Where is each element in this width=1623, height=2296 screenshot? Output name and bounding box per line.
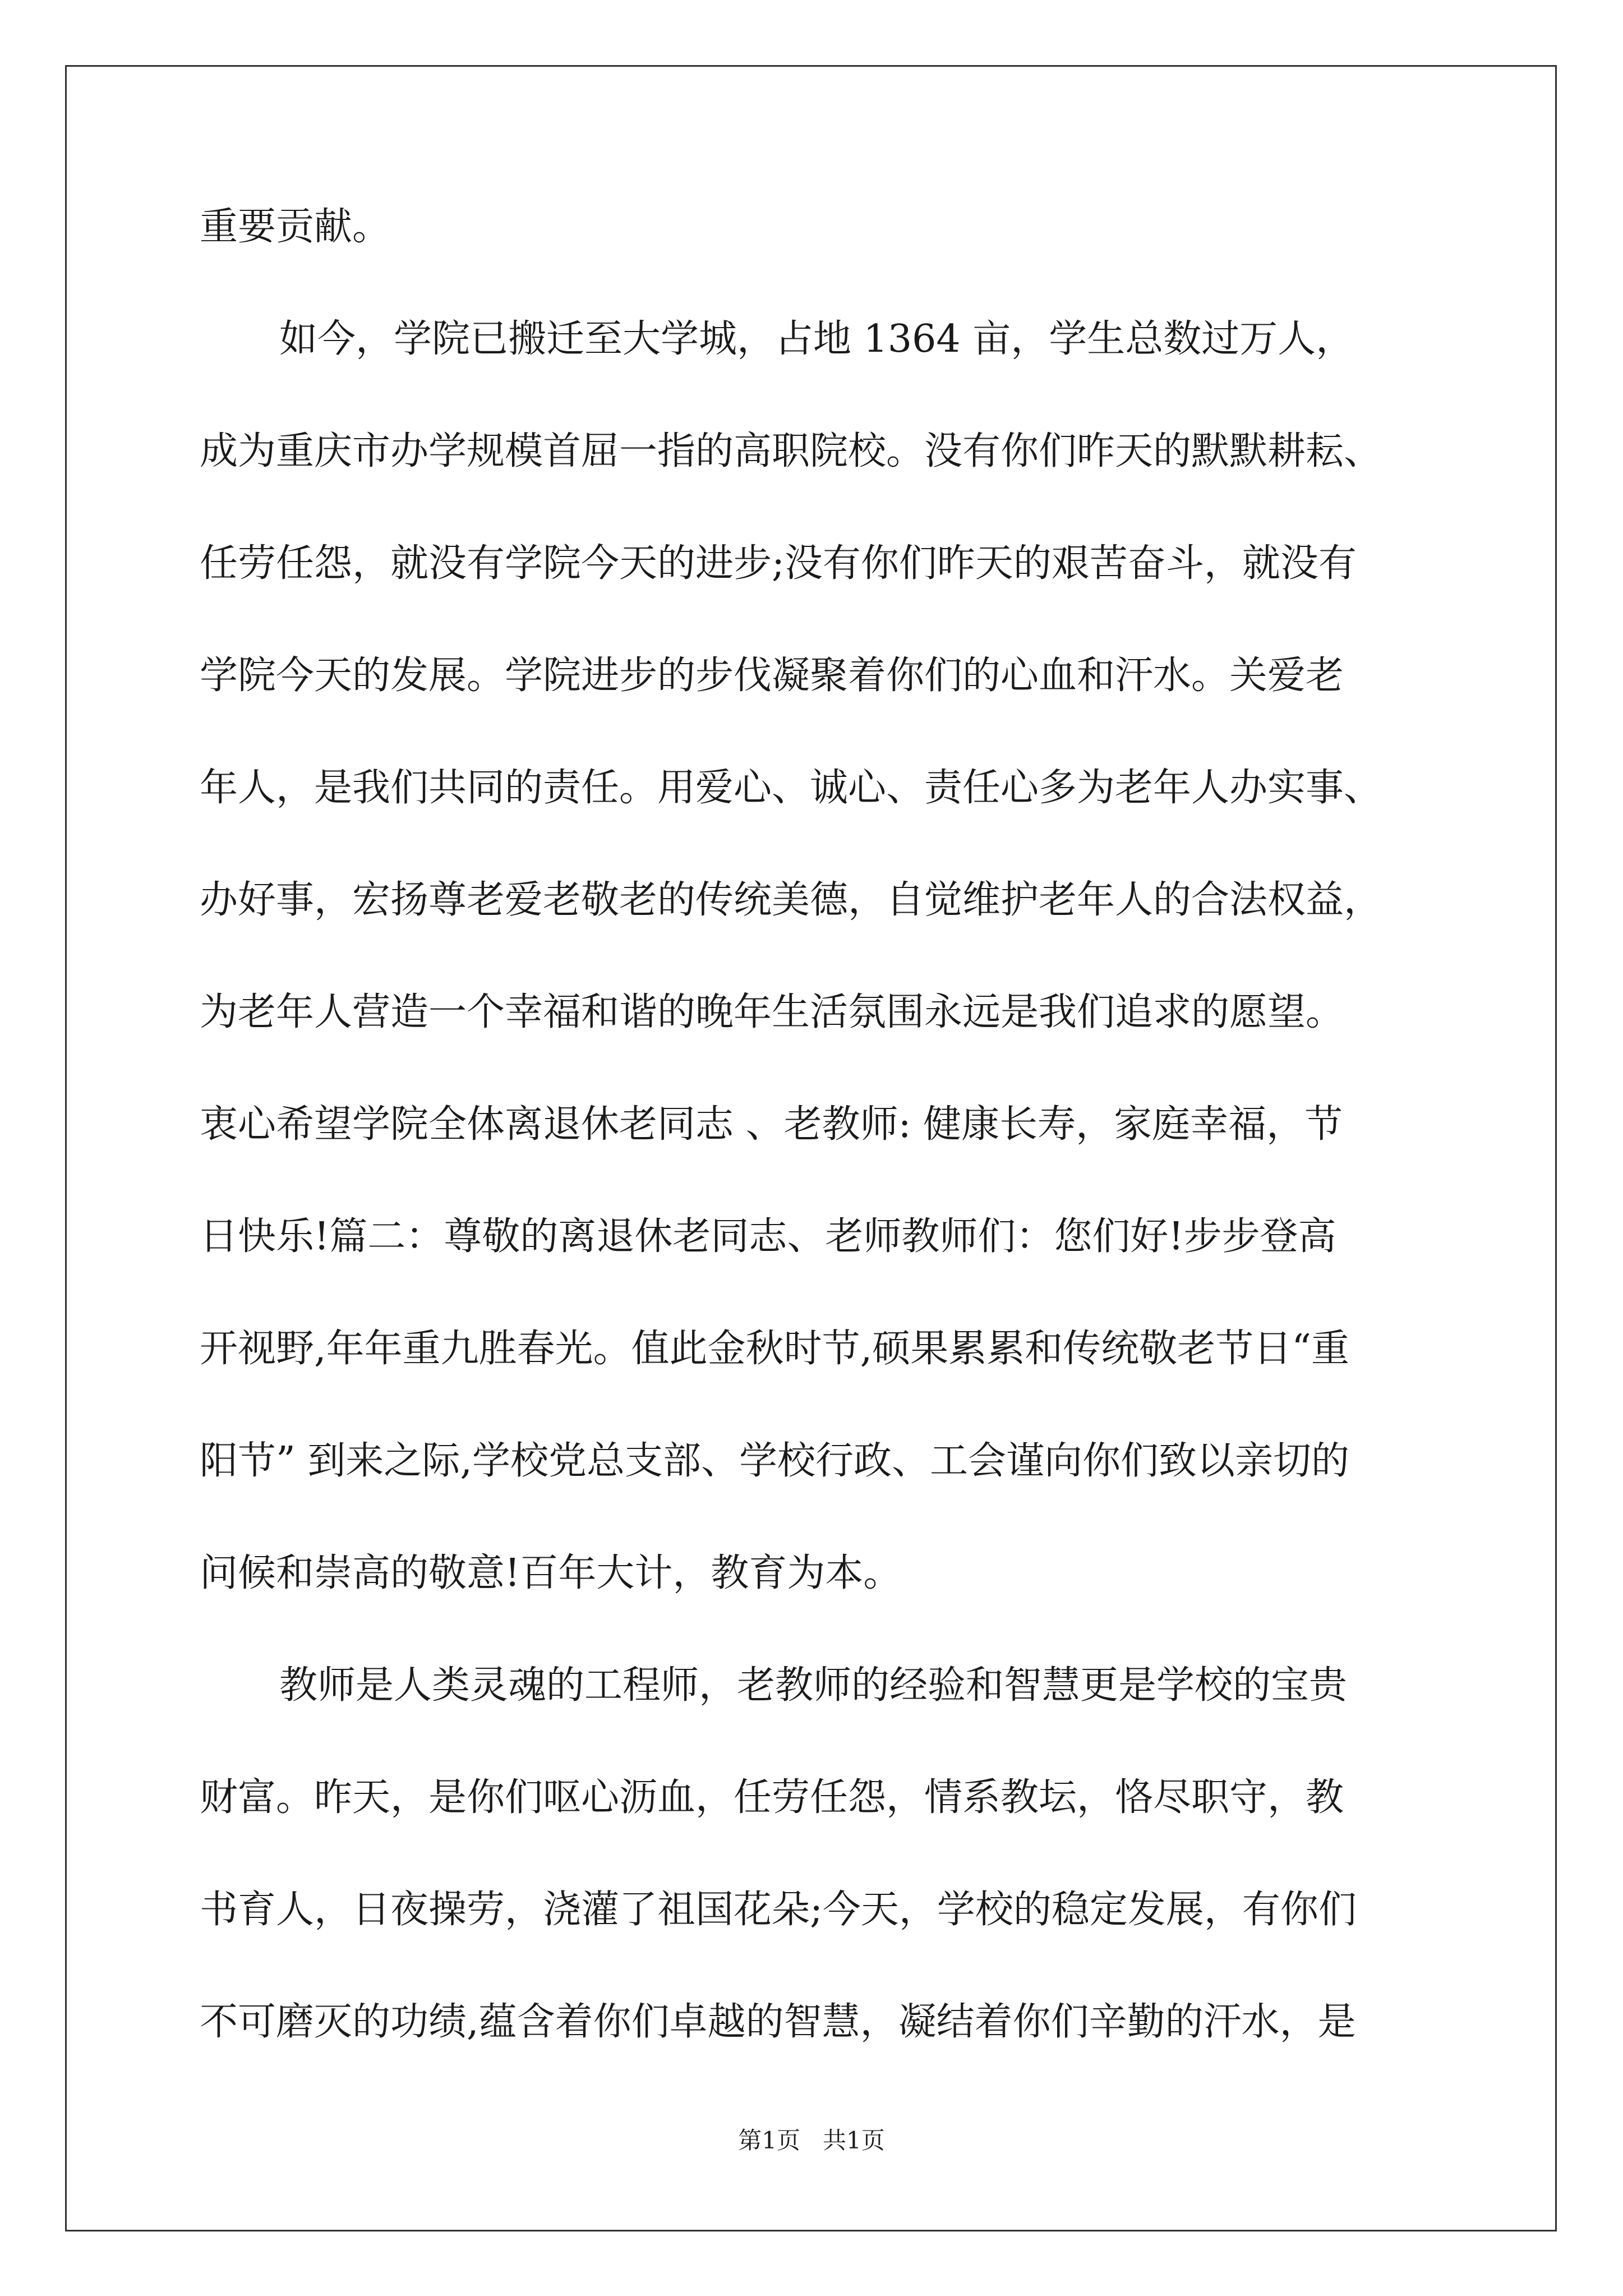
text-line: 学院今天的发展。学院进步的步伐凝聚着你们的心血和汗水。关爱老 bbox=[200, 654, 1344, 698]
page-number: 第1页 共1页 bbox=[738, 2127, 885, 2154]
text-line: 成为重庆市办学规模首屈一指的高职院校。没有你们昨天的默默耕耘、 bbox=[200, 429, 1382, 473]
text-line: 不可磨灭的功绩,蕴含着你们卓越的智慧，凝结着你们辛勤的汗水，是 bbox=[200, 2000, 1356, 2044]
paragraph-start-line: 如今，学院已搬迁至大学城，占地 1364 亩，学生总数过万人， bbox=[279, 317, 1354, 361]
text-line: 开视野,年年重九胜春光。值此金秋时节,硕果累累和传统敬老节日“重 bbox=[200, 1327, 1349, 1371]
text-line: 衷心希望学院全体离退休老同志 、老教师: 健康长寿，家庭幸福，节 bbox=[200, 1102, 1343, 1147]
text-line: 问候和崇高的敬意!百年大计，教育为本。 bbox=[200, 1551, 902, 1595]
text-line: 办好事，宏扬尊老爱老敬老的传统美德，自觉维护老年人的合法权益， bbox=[200, 878, 1382, 922]
text-line: 重要贡献。 bbox=[200, 205, 391, 249]
text-line: 书育人，日夜操劳，浇灌了祖国花朵;今天，学校的稳定发展，有你们 bbox=[200, 1888, 1357, 1932]
paragraph-start-line: 教师是人类灵魂的工程师，老教师的经验和智慧更是学校的宝贵 bbox=[279, 1663, 1348, 1708]
text-line: 年人，是我们共同的责任。用爱心、诚心、责任心多为老年人办实事、 bbox=[200, 766, 1382, 810]
text-line: 为老年人营造一个幸福和谐的晚年生活氛围永远是我们追求的愿望。 bbox=[200, 990, 1344, 1034]
text-line: 任劳任怨，就没有学院今天的进步;没有你们昨天的艰苦奋斗，就没有 bbox=[200, 541, 1357, 586]
text-line: 日快乐!篇二：尊敬的离退休老同志、老师教师们：您们好!步步登高 bbox=[200, 1214, 1336, 1259]
text-line: 财富。昨天，是你们呕心沥血，任劳任怨，情系教坛，恪尽职守，教 bbox=[200, 1775, 1344, 1820]
text-line: 阳节” 到来之际,学校党总支部、学校行政、工会谨向你们致以亲切的 bbox=[200, 1439, 1349, 1483]
page-footer bbox=[0, 2125, 1623, 2156]
